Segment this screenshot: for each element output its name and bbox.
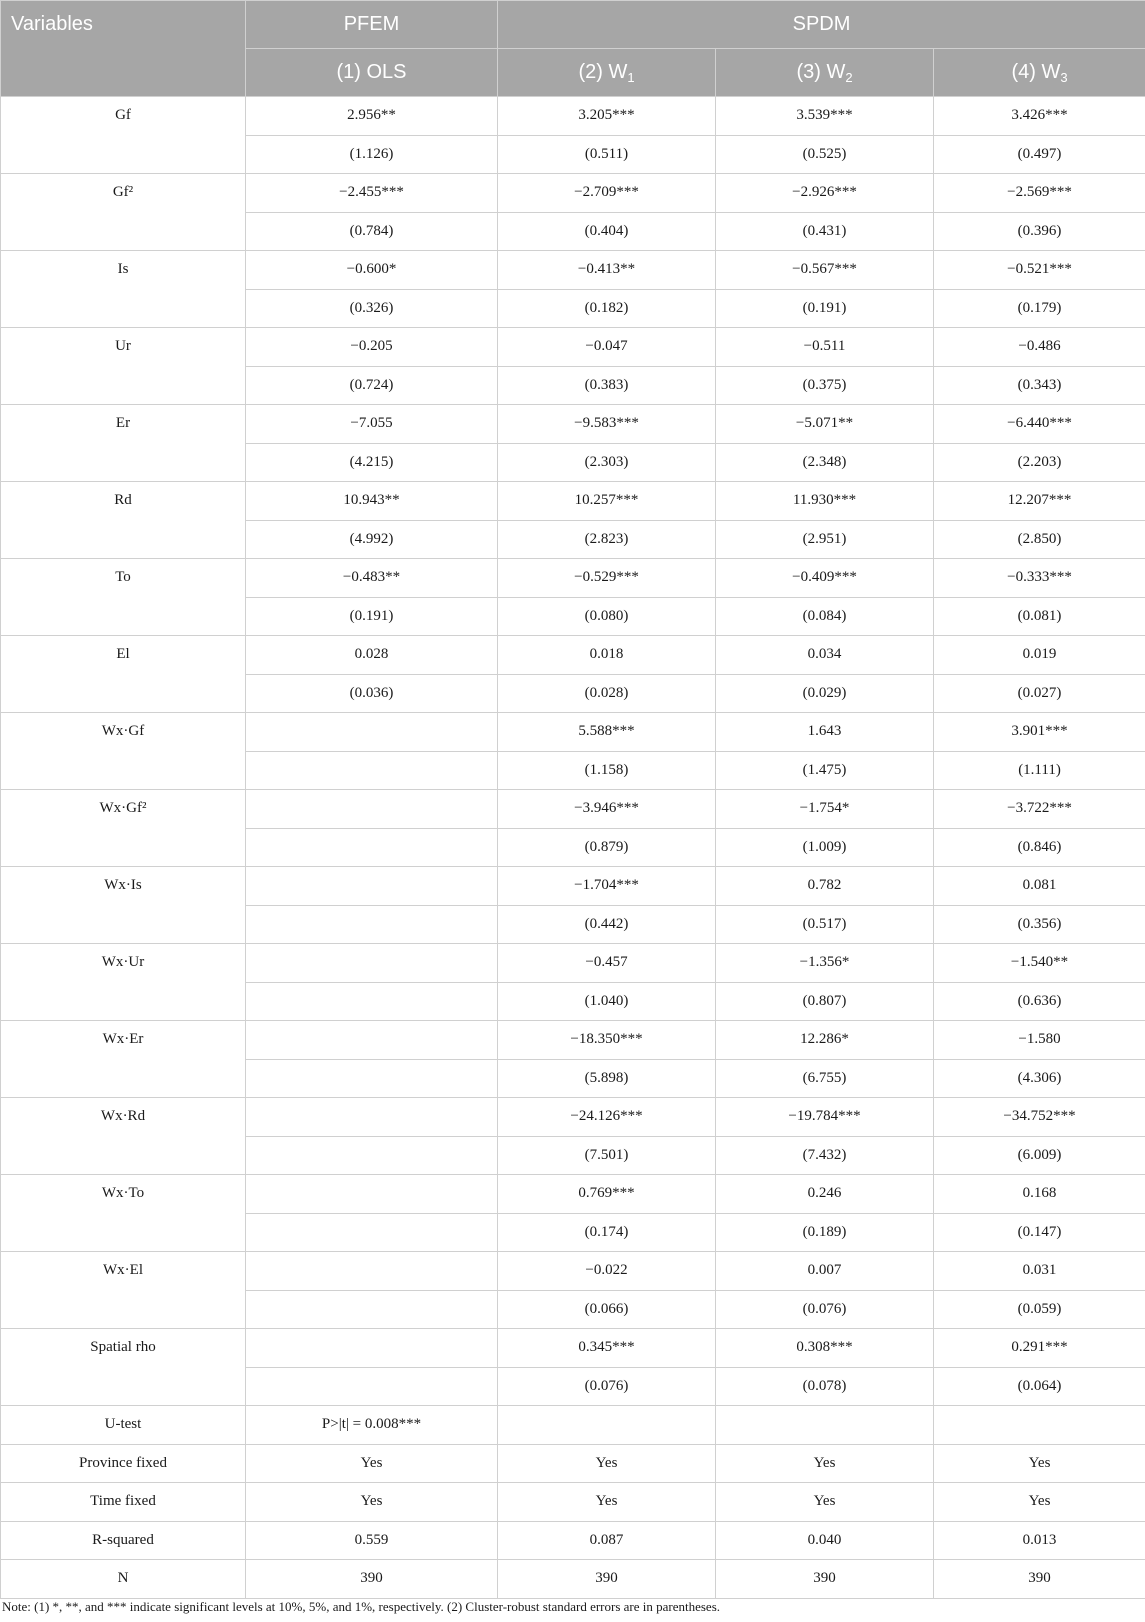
variable-name: Er <box>1 405 246 482</box>
standard-error-cell <box>246 982 498 1021</box>
statistic-row <box>1 1483 1145 1522</box>
coefficient-cell: −0.529*** <box>498 559 716 598</box>
variable-name: Wx·Ur <box>1 944 246 1021</box>
standard-error-cell: (1.040) <box>498 982 716 1021</box>
statistic-cell: 0.013 <box>934 1521 1145 1560</box>
variable-name: El <box>1 636 246 713</box>
variable-name: To <box>1 559 246 636</box>
standard-error-cell: (0.064) <box>934 1367 1145 1406</box>
standard-error-cell: (0.396) <box>934 212 1145 251</box>
standard-error-cell <box>246 905 498 944</box>
standard-error-cell: (0.076) <box>498 1367 716 1406</box>
coefficient-cell: 10.257*** <box>498 482 716 521</box>
coefficient-cell: 2.956** <box>246 97 498 136</box>
standard-error-cell: (1.126) <box>246 135 498 174</box>
statistic-name: U-test <box>1 1406 246 1445</box>
statistic-row <box>1 1521 1145 1560</box>
coefficient-cell: −1.540** <box>934 944 1145 983</box>
coefficient-row <box>1 405 1145 444</box>
variable-name: Wx·El <box>1 1252 246 1329</box>
coefficient-cell <box>246 1252 498 1291</box>
variable-name: Wx·Rd <box>1 1098 246 1175</box>
standard-error-cell: (0.084) <box>716 597 934 636</box>
standard-error-cell: (7.432) <box>716 1136 934 1175</box>
coefficient-cell: −0.521*** <box>934 251 1145 290</box>
coefficient-row <box>1 97 1145 136</box>
coefficient-cell: −1.580 <box>934 1021 1145 1060</box>
standard-error-cell: (2.303) <box>498 443 716 482</box>
coefficient-cell: 0.246 <box>716 1175 934 1214</box>
standard-error-cell: (0.076) <box>716 1290 934 1329</box>
standard-error-cell: (0.059) <box>934 1290 1145 1329</box>
standard-error-cell: (2.823) <box>498 520 716 559</box>
coefficient-cell: 3.426*** <box>934 97 1145 136</box>
standard-error-cell: (0.511) <box>498 135 716 174</box>
coefficient-row <box>1 559 1145 598</box>
statistic-cell: Yes <box>934 1483 1145 1522</box>
statistic-cell <box>716 1406 934 1445</box>
coefficient-cell <box>246 1021 498 1060</box>
model-header-3: (3) $W_2$ <box>716 49 934 97</box>
coefficient-row <box>1 790 1145 829</box>
standard-error-cell <box>246 1136 498 1175</box>
coefficient-cell <box>246 1098 498 1137</box>
statistic-row <box>1 1406 1145 1445</box>
standard-error-cell: (0.343) <box>934 366 1145 405</box>
statistic-cell: Yes <box>246 1444 498 1483</box>
coefficient-cell: −24.126*** <box>498 1098 716 1137</box>
coefficient-cell: −2.926*** <box>716 174 934 213</box>
standard-error-cell: (2.951) <box>716 520 934 559</box>
coefficient-cell: −0.022 <box>498 1252 716 1291</box>
standard-error-cell: (4.306) <box>934 1059 1145 1098</box>
coefficient-cell: −1.754* <box>716 790 934 829</box>
coefficient-cell: 3.539*** <box>716 97 934 136</box>
statistic-cell: Yes <box>498 1483 716 1522</box>
coefficient-row <box>1 1252 1145 1291</box>
coefficient-cell: −3.722*** <box>934 790 1145 829</box>
coefficient-cell: 3.901*** <box>934 713 1145 752</box>
coefficient-cell: −2.709*** <box>498 174 716 213</box>
standard-error-cell: (0.189) <box>716 1213 934 1252</box>
statistic-cell: Yes <box>934 1444 1145 1483</box>
statistic-cell: 390 <box>934 1560 1145 1599</box>
variable-name: Wx·Gf² <box>1 790 246 867</box>
coefficient-row <box>1 1098 1145 1137</box>
coefficient-row <box>1 251 1145 290</box>
statistic-cell: 390 <box>716 1560 934 1599</box>
statistic-cell <box>934 1406 1145 1445</box>
variable-name: Wx·Is <box>1 867 246 944</box>
coefficient-cell: −0.047 <box>498 328 716 367</box>
coefficient-cell: 10.943** <box>246 482 498 521</box>
standard-error-cell: (0.147) <box>934 1213 1145 1252</box>
standard-error-cell: (0.182) <box>498 289 716 328</box>
coefficient-cell: 5.588*** <box>498 713 716 752</box>
coefficient-cell: −1.704*** <box>498 867 716 906</box>
standard-error-cell: (1.009) <box>716 828 934 867</box>
coefficient-cell: −0.409*** <box>716 559 934 598</box>
coefficient-cell: 0.308*** <box>716 1329 934 1368</box>
coefficient-cell: −0.511 <box>716 328 934 367</box>
statistic-cell: 0.087 <box>498 1521 716 1560</box>
coefficient-cell: 0.168 <box>934 1175 1145 1214</box>
standard-error-cell: (0.174) <box>498 1213 716 1252</box>
table-note: Note: (1) *, **, and *** indicate significant levels at 10%, 5%, and 1%, respectively. (2) Cluster-robust standard errors are in parentheses. <box>2 1599 721 1614</box>
coefficient-cell: −18.350*** <box>498 1021 716 1060</box>
table-header <box>1 1 1145 97</box>
standard-error-cell: (0.497) <box>934 135 1145 174</box>
statistic-cell: Yes <box>246 1483 498 1522</box>
statistic-row <box>1 1444 1145 1483</box>
coefficient-row <box>1 867 1145 906</box>
statistic-cell: 0.559 <box>246 1521 498 1560</box>
standard-error-cell: (0.431) <box>716 212 934 251</box>
coefficient-cell: −7.055 <box>246 405 498 444</box>
pfem-group-header: PFEM <box>246 1 498 49</box>
standard-error-cell <box>246 1290 498 1329</box>
coefficient-row <box>1 482 1145 521</box>
standard-error-cell: (0.326) <box>246 289 498 328</box>
variable-name: Wx·To <box>1 1175 246 1252</box>
spdm-group-header: SPDM <box>498 1 1145 49</box>
statistic-name: N <box>1 1560 246 1599</box>
coefficient-cell: 0.345*** <box>498 1329 716 1368</box>
standard-error-cell: (0.081) <box>934 597 1145 636</box>
standard-error-cell: (0.442) <box>498 905 716 944</box>
standard-error-cell: (1.475) <box>716 751 934 790</box>
coefficient-cell: 0.782 <box>716 867 934 906</box>
standard-error-cell: (2.203) <box>934 443 1145 482</box>
coefficient-cell: −0.413** <box>498 251 716 290</box>
coefficient-cell: −0.205 <box>246 328 498 367</box>
standard-error-cell <box>246 1059 498 1098</box>
coefficient-row <box>1 1021 1145 1060</box>
coefficient-cell: −34.752*** <box>934 1098 1145 1137</box>
coefficient-cell: 0.028 <box>246 636 498 675</box>
standard-error-cell: (2.348) <box>716 443 934 482</box>
standard-error-cell: (0.066) <box>498 1290 716 1329</box>
variable-name: Rd <box>1 482 246 559</box>
coefficient-cell: 1.643 <box>716 713 934 752</box>
coefficient-cell <box>246 790 498 829</box>
standard-error-cell: (0.036) <box>246 674 498 713</box>
standard-error-cell: (0.191) <box>716 289 934 328</box>
coefficient-row <box>1 944 1145 983</box>
coefficient-cell: −0.333*** <box>934 559 1145 598</box>
coefficient-cell: −0.486 <box>934 328 1145 367</box>
standard-error-cell: (5.898) <box>498 1059 716 1098</box>
coefficient-cell <box>246 1329 498 1368</box>
variable-name: Ur <box>1 328 246 405</box>
coefficient-cell <box>246 1175 498 1214</box>
standard-error-cell: (0.179) <box>934 289 1145 328</box>
standard-error-cell: (4.215) <box>246 443 498 482</box>
coefficient-cell: −0.483** <box>246 559 498 598</box>
standard-error-cell: (0.517) <box>716 905 934 944</box>
statistic-name: Time fixed <box>1 1483 246 1522</box>
coefficient-cell: 0.019 <box>934 636 1145 675</box>
statistic-row <box>1 1560 1145 1599</box>
standard-error-cell: (0.807) <box>716 982 934 1021</box>
standard-error-cell: (0.078) <box>716 1367 934 1406</box>
coefficient-row <box>1 174 1145 213</box>
variable-name: Gf <box>1 97 246 174</box>
coefficient-cell: 0.769*** <box>498 1175 716 1214</box>
coefficient-cell: −5.071** <box>716 405 934 444</box>
standard-error-cell <box>246 1367 498 1406</box>
coefficient-cell: −0.457 <box>498 944 716 983</box>
coefficient-cell: −3.946*** <box>498 790 716 829</box>
standard-error-cell: (0.404) <box>498 212 716 251</box>
standard-error-cell: (0.784) <box>246 212 498 251</box>
coefficient-row <box>1 328 1145 367</box>
coefficient-row <box>1 636 1145 675</box>
standard-error-cell: (0.191) <box>246 597 498 636</box>
standard-error-cell <box>246 1213 498 1252</box>
standard-error-cell: (0.724) <box>246 366 498 405</box>
coefficient-cell: 12.207*** <box>934 482 1145 521</box>
coefficient-cell: −9.583*** <box>498 405 716 444</box>
standard-error-cell: (2.850) <box>934 520 1145 559</box>
standard-error-cell: (4.992) <box>246 520 498 559</box>
standard-error-cell: (0.029) <box>716 674 934 713</box>
coefficient-cell: −0.567*** <box>716 251 934 290</box>
standard-error-cell: (0.846) <box>934 828 1145 867</box>
standard-error-cell: (6.755) <box>716 1059 934 1098</box>
statistic-cell: Yes <box>716 1444 934 1483</box>
standard-error-cell <box>246 828 498 867</box>
model-header-4: (4) $W_3$ <box>934 49 1145 97</box>
coefficient-cell: 0.031 <box>934 1252 1145 1291</box>
coefficient-row <box>1 713 1145 752</box>
variable-name: Wx·Gf <box>1 713 246 790</box>
standard-error-cell: (0.028) <box>498 674 716 713</box>
standard-error-cell: (7.501) <box>498 1136 716 1175</box>
model-header-1: (1) OLS <box>246 49 498 97</box>
coefficient-cell: 11.930*** <box>716 482 934 521</box>
statistic-cell: P>|t| = 0.008*** <box>246 1406 498 1445</box>
standard-error-cell <box>246 751 498 790</box>
coefficient-row <box>1 1329 1145 1368</box>
standard-error-cell: (0.879) <box>498 828 716 867</box>
variable-name: Is <box>1 251 246 328</box>
standard-error-cell: (0.375) <box>716 366 934 405</box>
statistic-cell: Yes <box>716 1483 934 1522</box>
statistic-cell: 390 <box>498 1560 716 1599</box>
standard-error-cell: (0.080) <box>498 597 716 636</box>
coefficient-cell: −19.784*** <box>716 1098 934 1137</box>
coefficient-cell <box>246 867 498 906</box>
table-body <box>1 97 1145 1599</box>
coefficient-cell: 0.007 <box>716 1252 934 1291</box>
statistic-cell: Yes <box>498 1444 716 1483</box>
variables-header: Variables <box>1 1 246 97</box>
coefficient-cell: −6.440*** <box>934 405 1145 444</box>
statistic-name: R-squared <box>1 1521 246 1560</box>
statistic-cell: 390 <box>246 1560 498 1599</box>
coefficient-cell <box>246 713 498 752</box>
statistic-name: Province fixed <box>1 1444 246 1483</box>
coefficient-cell: −2.455*** <box>246 174 498 213</box>
standard-error-cell: (6.009) <box>934 1136 1145 1175</box>
coefficient-cell: −2.569*** <box>934 174 1145 213</box>
variable-name: Wx·Er <box>1 1021 246 1098</box>
statistic-cell <box>498 1406 716 1445</box>
coefficient-cell: 0.034 <box>716 636 934 675</box>
coefficient-cell: 3.205*** <box>498 97 716 136</box>
standard-error-cell: (0.356) <box>934 905 1145 944</box>
standard-error-cell: (1.111) <box>934 751 1145 790</box>
coefficient-row <box>1 1175 1145 1214</box>
model-header-2: (2) $W_1$ <box>498 49 716 97</box>
coefficient-cell <box>246 944 498 983</box>
coefficient-cell: −1.356* <box>716 944 934 983</box>
standard-error-cell: (0.525) <box>716 135 934 174</box>
coefficient-cell: 0.018 <box>498 636 716 675</box>
standard-error-cell: (0.027) <box>934 674 1145 713</box>
variable-name: Spatial rho <box>1 1329 246 1406</box>
coefficient-cell: 0.291*** <box>934 1329 1145 1368</box>
standard-error-cell: (0.383) <box>498 366 716 405</box>
coefficient-cell: −0.600* <box>246 251 498 290</box>
coefficient-cell: 0.081 <box>934 867 1145 906</box>
variable-name: Gf² <box>1 174 246 251</box>
standard-error-cell: (0.636) <box>934 982 1145 1021</box>
standard-error-cell: (1.158) <box>498 751 716 790</box>
coefficient-cell: 12.286* <box>716 1021 934 1060</box>
statistic-cell: 0.040 <box>716 1521 934 1560</box>
